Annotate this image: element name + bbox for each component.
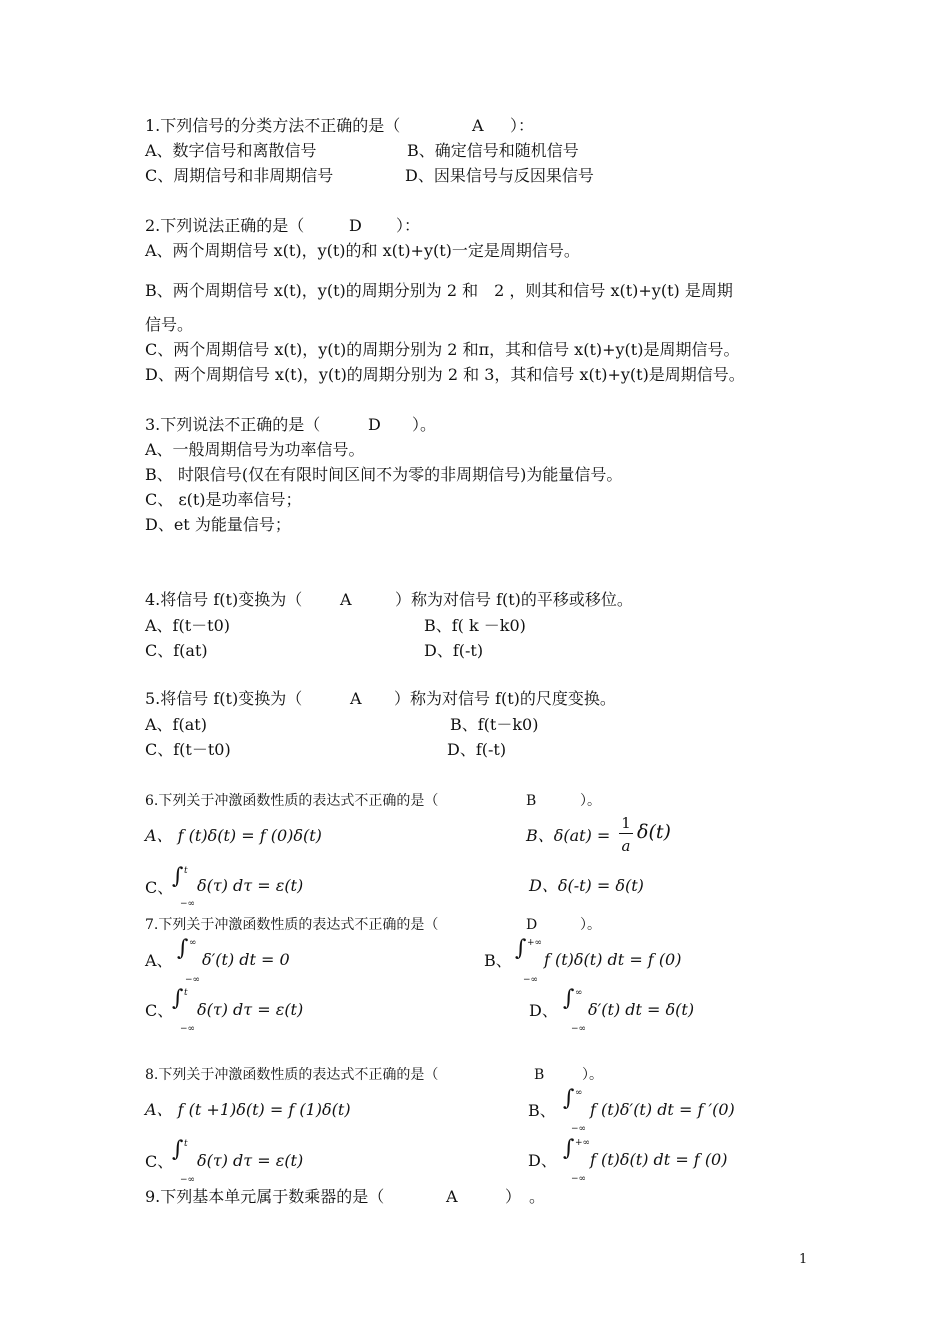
q5-answer: A <box>350 689 362 708</box>
q2-stem: 2.下列说法正确的是（ <box>145 216 305 235</box>
q7-close: ）。 <box>580 917 601 933</box>
q6-answer: B <box>526 793 537 809</box>
q8-option-a: A、 f (t +1)δ(t) = f (1)δ(t) <box>145 1100 351 1119</box>
q7-a-lower-limit: −∞ <box>185 975 201 985</box>
q2-answer: D <box>349 216 362 235</box>
q3-option-a: A、一般周期信号为功率信号。 <box>145 440 365 459</box>
q8-answer: B <box>534 1067 545 1083</box>
q8-stem: 8.下列关于冲激函数性质的表达式不正确的是（ <box>145 1067 439 1083</box>
q4-option-d: D、f(-t) <box>424 641 484 660</box>
q6-c-upper-limit: t <box>184 866 188 876</box>
q7-d-lower-limit: −∞ <box>571 1024 587 1034</box>
q6-option-b-rhs: δ(t) <box>637 821 671 843</box>
q7-option-c-label: C、 <box>145 1001 174 1020</box>
q8-option-c-body: δ(τ) dτ = ε(t) <box>197 1151 304 1170</box>
q8-option-c-label: C、 <box>145 1152 174 1171</box>
q7-option-b-label: B、 <box>484 951 512 970</box>
q6-option-d: D、δ(-t) = δ(t) <box>529 876 644 895</box>
q9-close: ） 。 <box>505 1187 546 1206</box>
q8-option-b-body: f (t)δ′(t) dt = f ′(0) <box>590 1100 735 1119</box>
q7-c-upper-limit: t <box>184 988 188 998</box>
q8-c-lower-limit: −∞ <box>180 1175 196 1185</box>
q7-option-d-body: δ′(t) dt = δ(t) <box>588 1000 695 1019</box>
q6-stem: 6.下列关于冲激函数性质的表达式不正确的是（ <box>145 793 439 809</box>
q2-option-b-line1: B、两个周期信号 x(t)，y(t)的周期分别为 2 和 2 ，则其和信号 x(t)+y(t) 是周期 <box>145 281 733 300</box>
q1-option-b: B、确定信号和随机信号 <box>407 141 579 160</box>
q4-option-a: A、f(t－t0) <box>145 616 231 635</box>
q7-option-d-label: D、 <box>529 1001 558 1020</box>
q8-d-lower-limit: −∞ <box>571 1174 587 1184</box>
q9-stem: 9.下列基本单元属于数乘器的是（ <box>145 1187 385 1206</box>
q2-option-b-line2: 信号。 <box>145 315 194 334</box>
q5-option-b: B、f(t－k0) <box>450 715 539 734</box>
q6-option-a: A、 f (t)δ(t) = f (0)δ(t) <box>145 826 322 845</box>
q3-option-d: D、et 为能量信号； <box>145 515 291 534</box>
q7-a-upper-limit: ∞ <box>189 938 197 948</box>
q6-c-integral-icon: ∫ <box>172 864 184 889</box>
q1-option-c: C、周期信号和非周期信号 <box>145 166 334 185</box>
q5-option-c: C、f(t－t0) <box>145 740 231 759</box>
q7-d-integral-icon: ∫ <box>563 986 575 1011</box>
q1-answer: A <box>472 116 484 135</box>
q3-option-c: C、 ε(t)是功率信号； <box>145 490 302 509</box>
q6-option-c-label: C、 <box>145 878 174 897</box>
q8-d-upper-limit: +∞ <box>575 1138 591 1148</box>
q8-option-b-label: B、 <box>528 1101 556 1120</box>
q7-answer: D <box>526 917 538 933</box>
q2-option-a: A、两个周期信号 x(t)，y(t)的和 x(t)+y(t)一定是周期信号。 <box>145 241 580 260</box>
q5-option-a: A、f(at) <box>145 715 207 734</box>
q7-c-lower-limit: −∞ <box>180 1024 196 1034</box>
q4-close: ）称为对信号 f(t)的平移或移位。 <box>395 590 633 609</box>
q6-option-b-lhs: B、δ(at) = <box>526 826 611 845</box>
q8-option-d-body: f (t)δ(t) dt = f (0) <box>590 1150 728 1169</box>
page-number: 1 <box>799 1252 808 1267</box>
q8-b-upper-limit: ∞ <box>575 1088 583 1098</box>
q8-c-integral-icon: ∫ <box>172 1137 184 1162</box>
q7-b-upper-limit: +∞ <box>527 938 543 948</box>
q1-close: ）： <box>510 116 535 135</box>
q8-option-d-label: D、 <box>528 1151 557 1170</box>
q9-answer: A <box>446 1187 458 1206</box>
q6-option-c-body: δ(τ) dτ = ε(t) <box>197 876 304 895</box>
q6-fraction-denominator: a <box>621 837 631 855</box>
q4-answer: A <box>340 590 352 609</box>
q1-stem: 1.下列信号的分类方法不正确的是（ <box>145 116 401 135</box>
q4-option-b: B、f( k －k0) <box>424 616 526 635</box>
q4-option-c: C、f(at) <box>145 641 208 660</box>
q3-answer: D <box>368 415 381 434</box>
q7-d-upper-limit: ∞ <box>575 988 583 998</box>
q8-b-integral-icon: ∫ <box>563 1086 575 1111</box>
q7-option-a-body: δ′(t) dt = 0 <box>202 950 290 969</box>
q2-close: ）： <box>396 216 421 235</box>
q8-c-upper-limit: t <box>184 1139 188 1149</box>
q6-c-lower-limit: −∞ <box>180 899 196 909</box>
q3-stem: 3.下列说法不正确的是（ <box>145 415 321 434</box>
q7-option-a-label: A、 <box>145 951 173 970</box>
q8-close: ）。 <box>582 1067 603 1083</box>
q4-stem: 4.将信号 f(t)变换为（ <box>145 590 303 609</box>
q6-close: ）。 <box>580 793 601 809</box>
q6-fraction-numerator: 1 <box>621 814 631 832</box>
q7-option-c-body: δ(τ) dτ = ε(t) <box>197 1000 304 1019</box>
q3-close: ）。 <box>412 415 437 434</box>
q5-option-d: D、f(-t) <box>447 740 507 759</box>
q7-stem: 7.下列关于冲激函数性质的表达式不正确的是（ <box>145 917 439 933</box>
q3-option-b: B、 时限信号(仅在有限时间区间不为零的非周期信号)为能量信号。 <box>145 465 623 484</box>
q5-close: ）称为对信号 f(t)的尺度变换。 <box>394 689 616 708</box>
q8-d-integral-icon: ∫ <box>563 1136 575 1161</box>
q2-option-c: C、两个周期信号 x(t)，y(t)的周期分别为 2 和π，其和信号 x(t)+y(t)是周期信号。 <box>145 340 740 359</box>
q1-option-a: A、数字信号和离散信号 <box>145 141 317 160</box>
q7-c-integral-icon: ∫ <box>172 986 184 1011</box>
q7-a-integral-icon: ∫ <box>177 936 189 961</box>
q7-option-b-body: f (t)δ(t) dt = f (0) <box>544 950 682 969</box>
q7-b-integral-icon: ∫ <box>515 936 527 961</box>
q6-fraction-bar <box>619 833 633 834</box>
q2-option-d: D、两个周期信号 x(t)，y(t)的周期分别为 2 和 3，其和信号 x(t)+y(t)是周期信号。 <box>145 365 745 384</box>
q8-b-lower-limit: −∞ <box>571 1124 587 1134</box>
q7-b-lower-limit: −∞ <box>523 975 539 985</box>
q1-option-d: D、因果信号与反因果信号 <box>405 166 594 185</box>
q5-stem: 5.将信号 f(t)变换为（ <box>145 689 303 708</box>
